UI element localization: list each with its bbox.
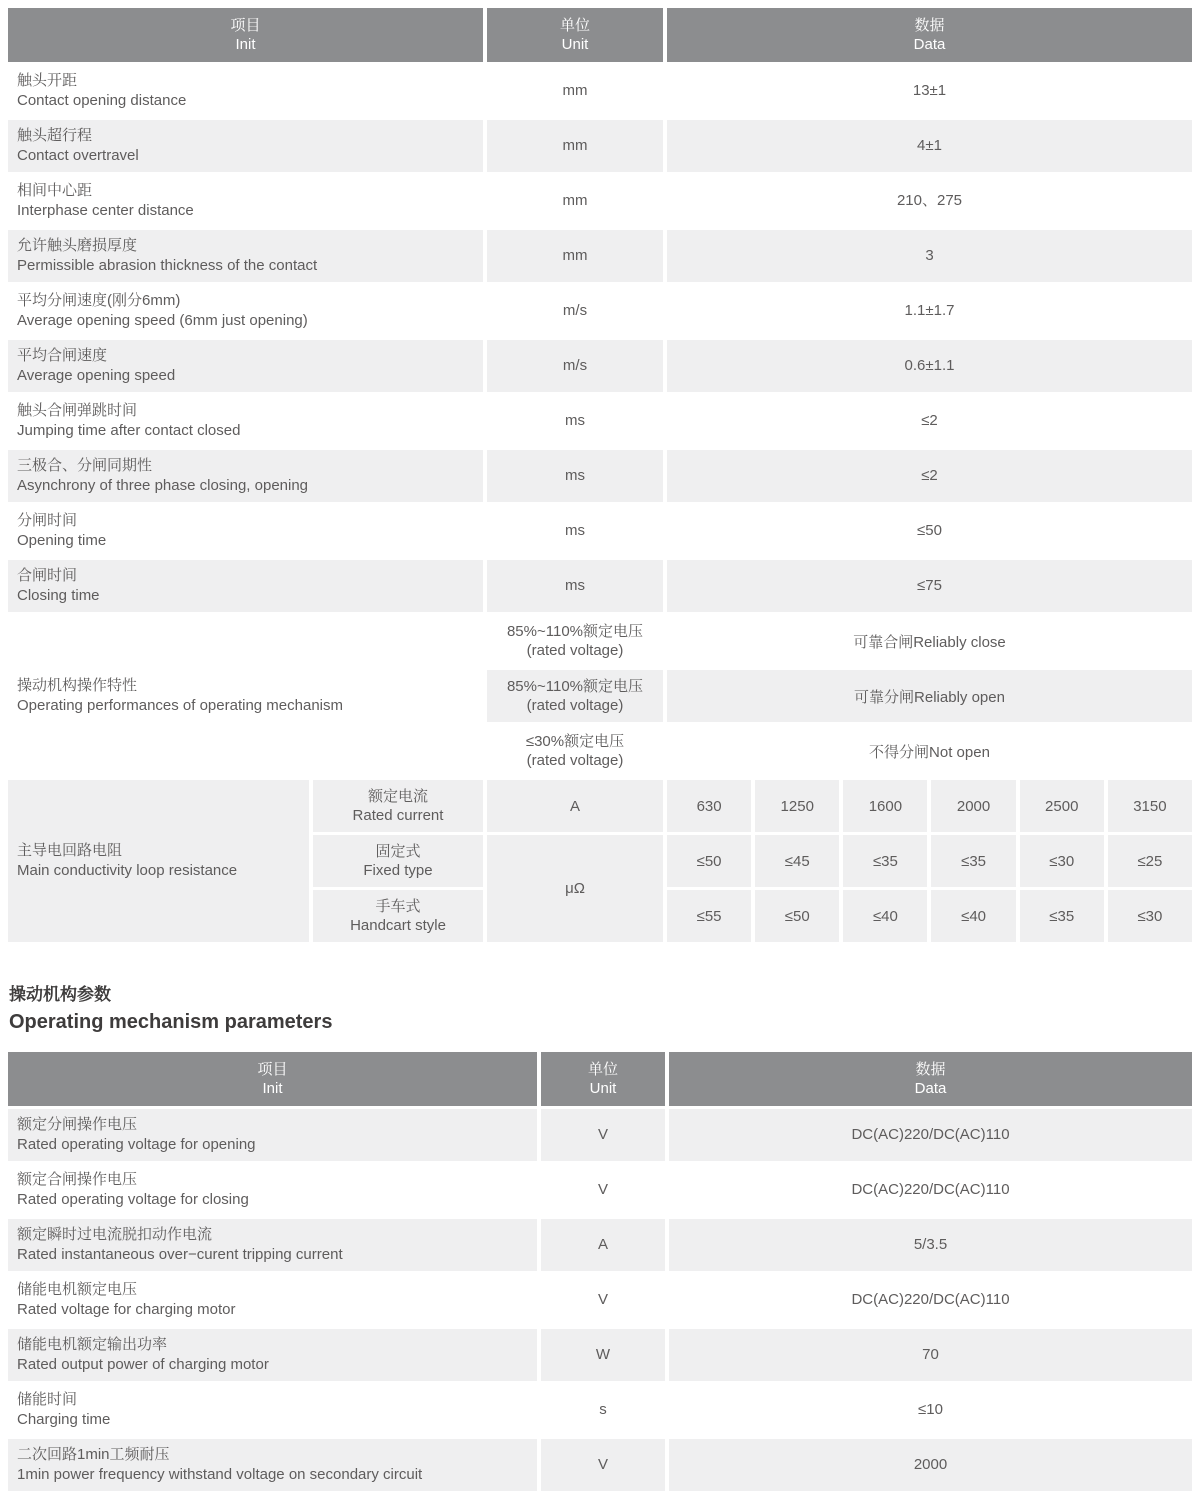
item-zh: 额定合闸操作电压 bbox=[17, 1171, 138, 1188]
data-cell: ≤75 bbox=[667, 560, 1192, 612]
section-title-zh: 操动机构参数 bbox=[9, 985, 111, 1004]
subitem-zh: 额定电流 bbox=[367, 788, 428, 805]
item-en: Permissible abrasion thickness of the contact bbox=[17, 257, 318, 274]
header-data bbox=[669, 1052, 1192, 1106]
header-data bbox=[667, 8, 1192, 62]
header-item bbox=[8, 1052, 537, 1106]
subitem-en: Rated current bbox=[352, 807, 444, 824]
data-cell: 3 bbox=[667, 230, 1192, 282]
item-zh: 平均分闸速度(刚分6mm) bbox=[17, 292, 181, 309]
item-en: Rated voltage for charging motor bbox=[17, 1301, 236, 1318]
header-unit bbox=[541, 1052, 665, 1106]
table-row bbox=[8, 175, 1192, 227]
item-zh: 触头超行程 bbox=[17, 127, 93, 144]
unit-cell: m/s bbox=[487, 340, 663, 392]
operating-subrows bbox=[487, 615, 1192, 777]
item-en: Main conductivity loop resistance bbox=[17, 862, 238, 879]
table-row bbox=[8, 395, 1192, 447]
header-unit-en: Unit bbox=[589, 1080, 617, 1097]
data-cell: ≤2 bbox=[667, 395, 1192, 447]
item-en: Average opening speed bbox=[17, 367, 176, 384]
item-en: Contact overtravel bbox=[17, 147, 139, 164]
item-cell bbox=[8, 285, 483, 337]
item-cell bbox=[8, 1164, 537, 1216]
table-row bbox=[8, 1384, 1192, 1436]
data-cell: ≤45 bbox=[755, 835, 839, 887]
item-en: Jumping time after contact closed bbox=[17, 422, 241, 439]
data-cell: ≤2 bbox=[667, 450, 1192, 502]
table-row bbox=[8, 285, 1192, 337]
condition-en: (rated voltage) bbox=[526, 697, 624, 714]
data-cell: 13±1 bbox=[667, 65, 1192, 117]
item-cell bbox=[8, 450, 483, 502]
table-row bbox=[8, 1219, 1192, 1271]
item-zh: 储能时间 bbox=[17, 1391, 78, 1408]
item-zh: 操动机构操作特性 bbox=[17, 677, 138, 694]
data-cell: ≤40 bbox=[843, 890, 927, 942]
data-cell: ≤30 bbox=[1020, 835, 1104, 887]
item-zh: 额定瞬时过电流脱扣动作电流 bbox=[17, 1226, 213, 1243]
header-data-en: Data bbox=[914, 1080, 947, 1097]
unit-cell: mm bbox=[487, 65, 663, 117]
unit-cell: A bbox=[487, 780, 663, 832]
data-cell: ≤10 bbox=[669, 1384, 1192, 1436]
item-en: Rated operating voltage for closing bbox=[17, 1191, 249, 1208]
item-cell bbox=[8, 780, 309, 942]
item-en: Closing time bbox=[17, 587, 100, 604]
item-en: Rated operating voltage for opening bbox=[17, 1136, 256, 1153]
condition-en: (rated voltage) bbox=[526, 642, 624, 659]
data-cell: 2000 bbox=[931, 780, 1015, 832]
data-cell: DC(AC)220/DC(AC)110 bbox=[669, 1109, 1192, 1161]
data-cell: ≤50 bbox=[755, 890, 839, 942]
unit-cell: s bbox=[541, 1384, 665, 1436]
rated-current-row bbox=[667, 780, 1192, 832]
item-en: Opening time bbox=[17, 532, 107, 549]
header-unit bbox=[487, 8, 663, 62]
data-cell: DC(AC)220/DC(AC)110 bbox=[669, 1164, 1192, 1216]
unit-cell: V bbox=[541, 1439, 665, 1491]
header-unit-en: Unit bbox=[561, 36, 589, 53]
item-zh: 储能电机额定电压 bbox=[17, 1281, 138, 1298]
condition-cell bbox=[487, 615, 663, 667]
data-cell: ≤50 bbox=[667, 835, 751, 887]
handcart-style-row bbox=[667, 890, 1192, 942]
header-item-en: Init bbox=[235, 36, 256, 53]
resistance-subitems bbox=[313, 780, 483, 942]
header-item-zh: 项目 bbox=[230, 17, 261, 34]
unit-cell: W bbox=[541, 1329, 665, 1381]
header-item-en: Init bbox=[262, 1080, 283, 1097]
unit-cell: mm bbox=[487, 175, 663, 227]
item-cell bbox=[8, 65, 483, 117]
item-en: Average opening speed (6mm just opening) bbox=[17, 312, 308, 329]
table-row bbox=[8, 1109, 1192, 1161]
unit-cell: ms bbox=[487, 560, 663, 612]
unit-cell: A bbox=[541, 1219, 665, 1271]
unit-cell: m/s bbox=[487, 285, 663, 337]
data-cell: ≤35 bbox=[931, 835, 1015, 887]
table-row bbox=[487, 670, 1192, 722]
table-row bbox=[8, 1439, 1192, 1491]
table-row bbox=[8, 340, 1192, 392]
fixed-type-row bbox=[667, 835, 1192, 887]
unit-cell: mm bbox=[487, 230, 663, 282]
unit-cell: V bbox=[541, 1274, 665, 1326]
data-cell: 4±1 bbox=[667, 120, 1192, 172]
subitem-zh: 固定式 bbox=[375, 843, 421, 860]
loop-resistance-section bbox=[8, 780, 1192, 942]
data-cell: ≤35 bbox=[843, 835, 927, 887]
header-item-zh: 项目 bbox=[257, 1061, 288, 1078]
subitem-en: Handcart style bbox=[350, 917, 446, 934]
table-row bbox=[8, 1164, 1192, 1216]
item-zh: 合闸时间 bbox=[17, 567, 78, 584]
data-cell: 1250 bbox=[755, 780, 839, 832]
data-cell: 630 bbox=[667, 780, 751, 832]
item-cell bbox=[8, 1384, 537, 1436]
condition-en: (rated voltage) bbox=[526, 752, 624, 769]
contact-parameters-table bbox=[8, 8, 1192, 942]
item-en: Rated output power of charging motor bbox=[17, 1356, 269, 1373]
data-cell: 0.6±1.1 bbox=[667, 340, 1192, 392]
item-cell bbox=[8, 230, 483, 282]
table-row bbox=[8, 1329, 1192, 1381]
header-unit-zh: 单位 bbox=[559, 17, 590, 34]
item-cell bbox=[8, 505, 483, 557]
data-cell: 210、275 bbox=[667, 175, 1192, 227]
unit-cell: ms bbox=[487, 395, 663, 447]
unit-cell: ms bbox=[487, 505, 663, 557]
item-cell bbox=[8, 615, 483, 777]
item-cell bbox=[8, 1219, 537, 1271]
item-en: Rated instantaneous over−curent tripping current bbox=[17, 1246, 343, 1263]
subitem-handcart-style bbox=[313, 890, 483, 942]
table-row bbox=[8, 120, 1192, 172]
data-cell: ≤50 bbox=[667, 505, 1192, 557]
subitem-fixed-type bbox=[313, 835, 483, 887]
item-zh: 主导电回路电阻 bbox=[17, 842, 123, 859]
resistance-values bbox=[667, 780, 1192, 942]
condition-zh: ≤30%额定电压 bbox=[525, 733, 625, 750]
unit-cell: μΩ bbox=[487, 835, 663, 942]
section-title-en: Operating mechanism parameters bbox=[9, 1011, 333, 1033]
item-zh: 二次回路1min工频耐压 bbox=[17, 1446, 170, 1463]
operating-performances-section bbox=[8, 615, 1192, 777]
data-cell: ≤55 bbox=[667, 890, 751, 942]
subitem-rated-current bbox=[313, 780, 483, 832]
item-cell bbox=[8, 395, 483, 447]
item-cell bbox=[8, 560, 483, 612]
item-zh: 分闸时间 bbox=[17, 512, 78, 529]
header-data-zh: 数据 bbox=[914, 17, 945, 34]
data-cell: 2500 bbox=[1020, 780, 1104, 832]
data-cell: ≤40 bbox=[931, 890, 1015, 942]
data-cell: DC(AC)220/DC(AC)110 bbox=[669, 1274, 1192, 1326]
condition-zh: 85%~110%额定电压 bbox=[506, 678, 644, 695]
table-row bbox=[8, 450, 1192, 502]
data-cell: 不得分闸Not open bbox=[667, 725, 1192, 777]
item-cell bbox=[8, 1439, 537, 1491]
item-cell bbox=[8, 340, 483, 392]
data-cell: 2000 bbox=[669, 1439, 1192, 1491]
item-zh: 三极合、分闸同期性 bbox=[17, 457, 153, 474]
subitem-en: Fixed type bbox=[363, 862, 433, 879]
section-title bbox=[8, 982, 1192, 1036]
resistance-units bbox=[487, 780, 663, 942]
item-en: 1min power frequency withstand voltage on secondary circuit bbox=[17, 1466, 423, 1483]
item-cell bbox=[8, 1109, 537, 1161]
header-unit-zh: 单位 bbox=[587, 1061, 618, 1078]
data-cell: 1600 bbox=[843, 780, 927, 832]
table-row bbox=[8, 230, 1192, 282]
item-cell bbox=[8, 1329, 537, 1381]
item-zh: 储能电机额定输出功率 bbox=[17, 1336, 168, 1353]
table2-header-row bbox=[8, 1052, 1192, 1106]
data-cell: ≤25 bbox=[1108, 835, 1192, 887]
item-zh: 额定分闸操作电压 bbox=[17, 1116, 138, 1133]
header-item bbox=[8, 8, 483, 62]
data-cell: ≤35 bbox=[1020, 890, 1104, 942]
header-data-zh: 数据 bbox=[915, 1061, 946, 1078]
data-cell: 可靠合闸Reliably close bbox=[667, 615, 1192, 667]
header-data-en: Data bbox=[913, 36, 946, 53]
table-row bbox=[8, 65, 1192, 117]
unit-cell: V bbox=[541, 1109, 665, 1161]
table-row bbox=[487, 615, 1192, 667]
condition-cell bbox=[487, 725, 663, 777]
item-en: Contact opening distance bbox=[17, 92, 187, 109]
unit-cell: ms bbox=[487, 450, 663, 502]
table-row bbox=[487, 725, 1192, 777]
data-cell: 1.1±1.7 bbox=[667, 285, 1192, 337]
unit-cell: mm bbox=[487, 120, 663, 172]
condition-zh: 85%~110%额定电压 bbox=[506, 623, 644, 640]
table1-header-row bbox=[8, 8, 1192, 62]
data-cell: 5/3.5 bbox=[669, 1219, 1192, 1271]
condition-cell bbox=[487, 670, 663, 722]
item-cell bbox=[8, 120, 483, 172]
item-en: Interphase center distance bbox=[17, 202, 194, 219]
table-row bbox=[8, 1274, 1192, 1326]
subitem-zh: 手车式 bbox=[375, 898, 421, 915]
data-cell: ≤30 bbox=[1108, 890, 1192, 942]
data-cell: 可靠分闸Reliably open bbox=[667, 670, 1192, 722]
item-en: Charging time bbox=[17, 1411, 111, 1428]
item-zh: 允许触头磨损厚度 bbox=[17, 237, 138, 254]
item-cell bbox=[8, 1274, 537, 1326]
item-en: Asynchrony of three phase closing, opening bbox=[17, 477, 309, 494]
item-zh: 平均合闸速度 bbox=[17, 347, 108, 364]
table-row bbox=[8, 505, 1192, 557]
table-row bbox=[8, 560, 1192, 612]
operating-mechanism-table bbox=[8, 1052, 1192, 1491]
data-cell: 70 bbox=[669, 1329, 1192, 1381]
unit-cell: V bbox=[541, 1164, 665, 1216]
item-en: Operating performances of operating mechanism bbox=[17, 697, 344, 714]
item-cell bbox=[8, 175, 483, 227]
data-cell: 3150 bbox=[1108, 780, 1192, 832]
item-zh: 触头开距 bbox=[17, 72, 78, 89]
item-zh: 相间中心距 bbox=[17, 182, 93, 199]
item-zh: 触头合闸弹跳时间 bbox=[17, 402, 138, 419]
